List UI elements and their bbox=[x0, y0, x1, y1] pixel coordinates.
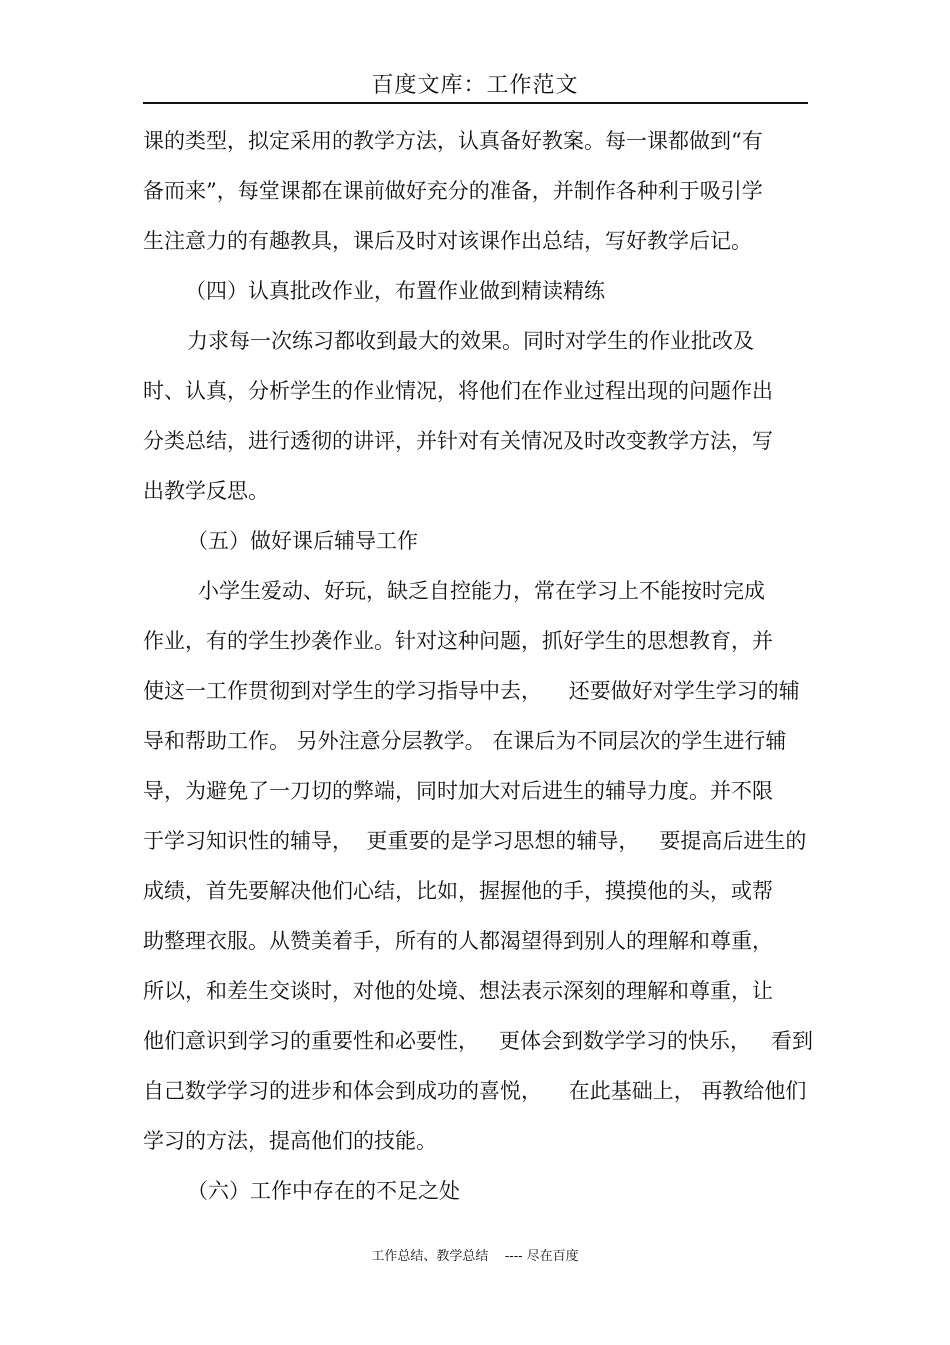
paragraph-line: 所以，和差生交谈时，对他的处境、想法表示深刻的理解和尊重，让 bbox=[143, 979, 773, 1003]
section-heading: （四）认真批改作业，布置作业做到精读精练 bbox=[185, 279, 605, 303]
section-heading: （五）做好课后辅导工作 bbox=[187, 529, 418, 553]
page-footer: 工作总结、教学总结 ---- 尽在百度 bbox=[371, 1249, 579, 1264]
paragraph-line: 课的类型，拟定采用的教学方法，认真备好教案。每一课都做到“有 bbox=[143, 129, 763, 153]
paragraph-line: 导和帮助工作。 另外注意分层教学。 在课后为不同层次的学生进行辅 bbox=[143, 729, 787, 753]
paragraph-line: 自己数学学习的进步和体会到成功的喜悦， 在此基础上， 再教给他们 bbox=[143, 1079, 807, 1103]
paragraph-line: 使这一工作贯彻到对学生的学习指导中去， 还要做好对学生学习的辅 bbox=[143, 679, 800, 703]
header-title: 百度文库：工作范文 bbox=[371, 73, 579, 98]
paragraph-line: 于学习知识性的辅导， 更重要的是学习思想的辅导， 要提高后进生的 bbox=[143, 829, 807, 853]
paragraph-line: 助整理衣服。从赞美着手，所有的人都渴望得到别人的理解和尊重， bbox=[143, 929, 773, 953]
paragraph-line: 备而来”，每堂课都在课前做好充分的准备，并制作各种利于吸引学 bbox=[143, 179, 763, 203]
paragraph-line: 生注意力的有趣教具，课后及时对该课作出总结，写好教学后记。 bbox=[143, 229, 752, 253]
paragraph-line: 时、认真，分析学生的作业情况，将他们在作业过程出现的问题作出 bbox=[143, 379, 773, 403]
paragraph-line: 导，为避免了一刀切的弊端，同时加大对后进生的辅导力度。并不限 bbox=[143, 779, 773, 803]
paragraph-line: 分类总结，进行透彻的讲评，并针对有关情况及时改变教学方法，写 bbox=[143, 429, 773, 453]
paragraph-line: 成绩，首先要解决他们心结，比如，握握他的手，摸摸他的头，或帮 bbox=[143, 879, 773, 903]
header-divider bbox=[143, 102, 808, 104]
paragraph-line: 学习的方法，提高他们的技能。 bbox=[143, 1129, 437, 1153]
paragraph-line: 出教学反思。 bbox=[143, 479, 269, 503]
section-heading: （六）工作中存在的不足之处 bbox=[187, 1179, 460, 1203]
paragraph-line: 力求每一次练习都收到最大的效果。同时对学生的作业批改及 bbox=[187, 329, 754, 353]
paragraph-line: 他们意识到学习的重要性和必要性， 更体会到数学学习的快乐， 看到 bbox=[143, 1029, 814, 1053]
paragraph-line: 作业，有的学生抄袭作业。针对这种问题，抓好学生的思想教育，并 bbox=[143, 629, 773, 653]
paragraph-line: 小学生爱动、好玩，缺乏自控能力，常在学习上不能按时完成 bbox=[198, 579, 765, 603]
